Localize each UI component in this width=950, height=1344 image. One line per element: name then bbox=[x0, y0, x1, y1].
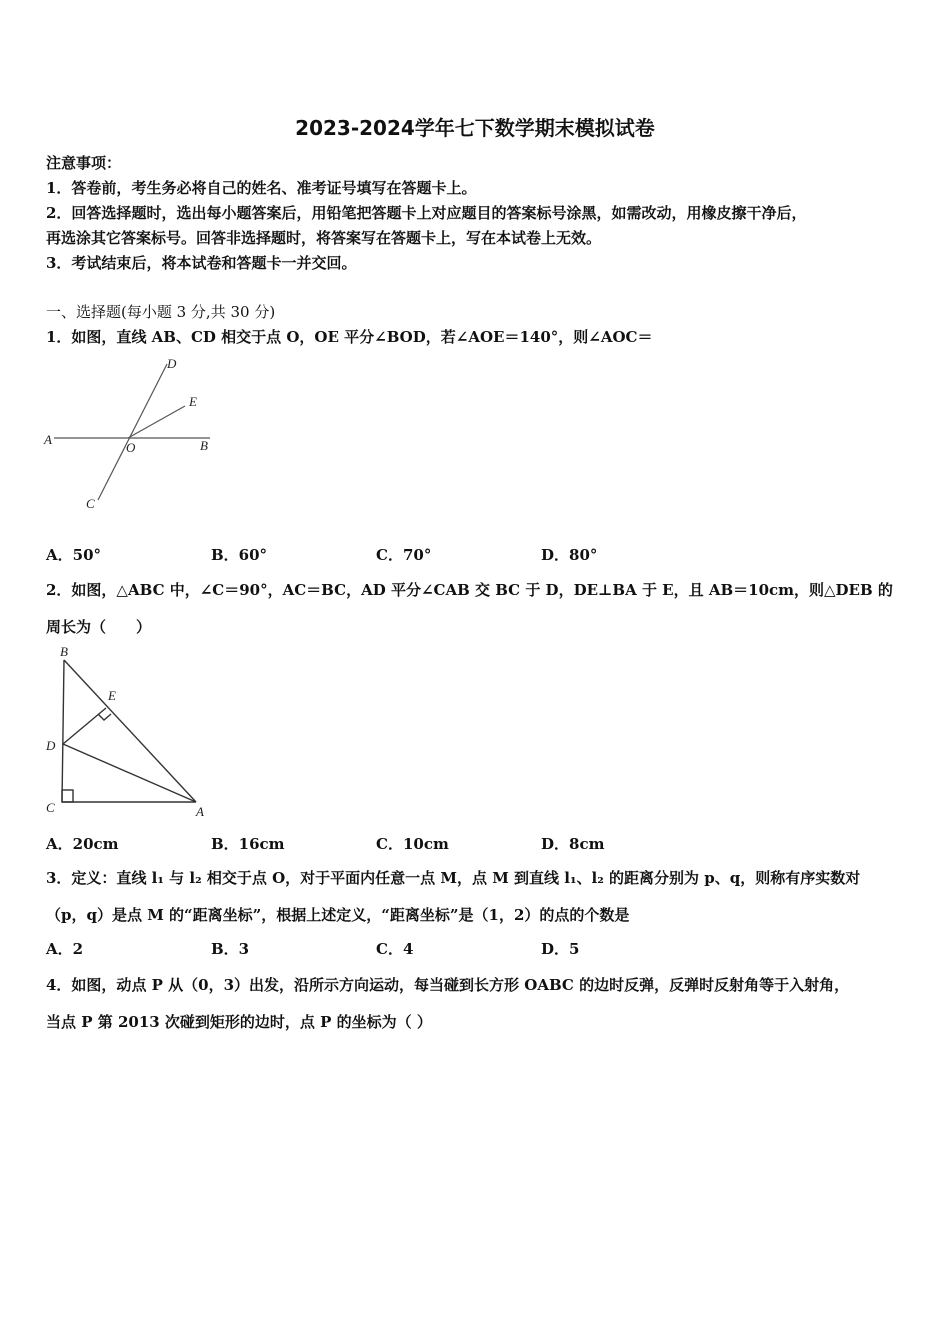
option-b: B．16cm bbox=[211, 835, 285, 853]
option-d: D．80° bbox=[541, 546, 598, 564]
option-a: A．2 bbox=[46, 940, 84, 958]
label-c: C bbox=[46, 800, 55, 815]
option-c: C．10cm bbox=[376, 835, 449, 853]
question-3-text: 3．定义：直线 l₁ 与 l₂ 相交于点 O，对于平面内任意一点 M，点 M 到直线 l₁、l₂ 的距离分别为 p、q，则称有序实数对 bbox=[46, 869, 861, 887]
notice-item: 再选涂其它答案标号。回答非选择题时，将答案写在答题卡上，写在本试卷上无效。 bbox=[46, 229, 602, 247]
label-d: D bbox=[46, 738, 56, 753]
notice-heading: 注意事项： bbox=[46, 154, 122, 172]
label-o: O bbox=[126, 440, 136, 455]
question-2-text: 2．如图，△ABC 中，∠C＝90°，AC＝BC，AD 平分∠CAB 交 BC 于 D，DE⊥BA 于 E，且 AB＝10cm，则△DEB 的 bbox=[46, 581, 893, 599]
label-b: B bbox=[60, 644, 68, 659]
label-b: B bbox=[200, 438, 208, 453]
option-b: B．3 bbox=[211, 940, 250, 958]
notice-item: 2．回答选择题时，选出每小题答案后，用铅笔把答题卡上对应题目的答案标号涂黑，如需改动，用橡皮擦干净后， bbox=[46, 204, 807, 222]
question-2-text-cont: 周长为（ ） bbox=[46, 618, 152, 636]
question-1-figure bbox=[40, 352, 230, 517]
option-b: B．60° bbox=[211, 546, 268, 564]
question-3-text-cont: （p，q）是点 M 的“距离坐标”，根据上述定义，“距离坐标”是（1，2）的点的个数是 bbox=[46, 906, 630, 924]
option-d: D．8cm bbox=[541, 835, 605, 853]
label-d: D bbox=[167, 356, 177, 371]
notice-item: 1．答卷前，考生务必将自己的姓名、准考证号填写在答题卡上。 bbox=[46, 179, 477, 197]
label-a: A bbox=[196, 804, 204, 819]
question-1-text: 1．如图，直线 AB、CD 相交于点 O，OE 平分∠BOD，若∠AOE＝140°，则∠AOC＝ bbox=[46, 328, 653, 346]
option-c: C．70° bbox=[376, 546, 432, 564]
label-e: E bbox=[189, 394, 197, 409]
option-d: D．5 bbox=[541, 940, 580, 958]
option-a: A．20cm bbox=[46, 835, 119, 853]
question-4-text: 4．如图，动点 P 从（0，3）出发，沿所示方向运动，每当碰到长方形 OABC 的边时反弹，反弹时反射角等于入射角， bbox=[46, 976, 850, 994]
question-2-figure bbox=[40, 640, 220, 820]
page-title: 2023-2024学年七下数学期末模拟试卷 bbox=[295, 116, 655, 140]
label-a: A bbox=[44, 432, 52, 447]
option-a: A．50° bbox=[46, 546, 102, 564]
option-c: C．4 bbox=[376, 940, 414, 958]
question-4-text-cont: 当点 P 第 2013 次碰到矩形的边时，点 P 的坐标为（ ） bbox=[46, 1013, 432, 1031]
section-heading: 一、选择题(每小题 3 分,共 30 分) bbox=[46, 303, 276, 321]
label-c: C bbox=[86, 496, 95, 511]
label-e: E bbox=[108, 688, 116, 703]
notice-item: 3．考试结束后，将本试卷和答题卡一并交回。 bbox=[46, 254, 357, 272]
